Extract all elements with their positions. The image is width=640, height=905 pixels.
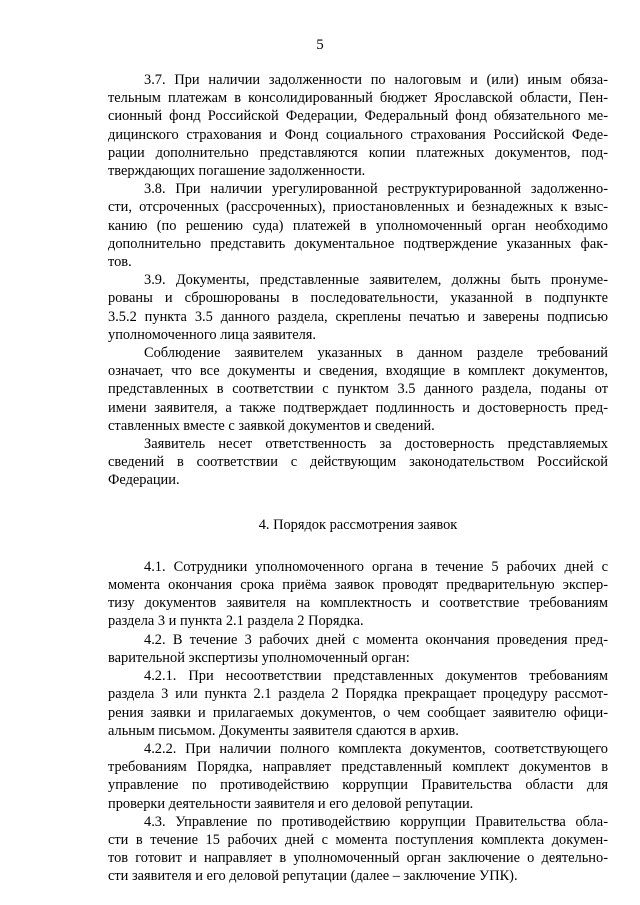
- text-line: канию (по решению суда) платежей в уполномоченный орган необходимо: [108, 217, 608, 234]
- text-line: сти заявителя и его деловой репутации (далее – заключение УПК).: [108, 868, 518, 885]
- text-line: дицинского страхования и Фонд социального страхования Российской Феде-: [108, 126, 608, 143]
- text-line: уполномоченного лица заявителя.: [108, 326, 317, 343]
- text-line: 4.3. Управление по противодействию коррупции Правительства обла-: [144, 813, 608, 830]
- paragraph-p421: [108, 667, 608, 740]
- text-line: сти, отсроченных (рассроченных), приостановленных и безнадежных к взыс-: [108, 199, 608, 216]
- paragraph-p-compliance: [108, 344, 608, 435]
- text-line: рения заявки и прилагаемых документов, о чем сообщает заявителю офици-: [108, 704, 608, 721]
- text-line: тов.: [108, 254, 132, 271]
- text-line: раздела 3 или пункта 2.1 раздела 2 Порядка прекращает процедуру рассмот-: [108, 686, 608, 703]
- text-line: имени заявителя, а также подтверждает подлинность и достоверность пред-: [108, 399, 608, 416]
- text-line: тизу документов заявителя на комплектность и соответствие требованиям: [108, 595, 608, 612]
- text-line: альным письмом. Документы заявителя сдаются в архив.: [108, 722, 459, 739]
- text-line: 4.2.1. При несоответствии представленных документов требованиям: [144, 668, 608, 685]
- text-line: 3.7. При наличии задолженности по налоговым и (или) иным обяза-: [144, 72, 608, 88]
- text-line: управление по противодействию коррупции Правительства области для: [108, 777, 608, 794]
- text-line: тверждающих погашение задолженности.: [108, 163, 366, 180]
- text-line: означает, что все документы и сведения, входящие в комплект документов,: [108, 363, 608, 380]
- text-line: требованиям Порядка, направляет представленный комплект документов в: [108, 759, 608, 776]
- text-line: Соблюдение заявителем указанных в данном разделе требований: [144, 345, 608, 362]
- text-line: 3.8. При наличии урегулированной реструктурированной задолженно-: [144, 181, 608, 198]
- paragraph-p-responsibility: [108, 435, 608, 490]
- text-line: сти в течение 15 рабочих дней с момента поступления комплекта докумен-: [108, 831, 608, 848]
- text-line: 3.9. Документы, представленные заявителем, должны быть пронуме-: [144, 272, 608, 289]
- paragraph-p422: [108, 740, 608, 813]
- paragraph-p43: [108, 813, 608, 886]
- text-line: 4.1. Сотрудники уполномоченного органа в течение 5 рабочих дней с: [144, 558, 608, 575]
- text-line: 4.2. В течение 3 рабочих дней с момента окончания проведения пред-: [144, 631, 608, 648]
- text-line: проверки деятельности заявителя и его деловой репутации.: [108, 795, 474, 812]
- paragraph-p41: [108, 558, 608, 631]
- text-line: рованы и сброшюрованы в последовательности, указанной в подпункте: [108, 290, 608, 307]
- text-line: варительной экспертизы уполномоченный орган:: [108, 649, 410, 666]
- document-body: [108, 71, 608, 886]
- text-line: Заявитель несет ответственность за достоверность представляемых: [144, 436, 608, 453]
- text-line: дополнительно представить документальное подтверждение указанных фак-: [108, 235, 608, 252]
- text-line: рации дополнительно представляются копии платежных документов, под-: [108, 144, 608, 161]
- text-line: 4.2.2. При наличии полного комплекта документов, соответствующего: [144, 740, 608, 757]
- page-number: 5: [316, 37, 324, 53]
- text-line: сведений в соответствии с действующим законодательством Российской: [108, 454, 608, 471]
- paragraph-p38: [108, 180, 608, 271]
- text-line: представленных в соответствии с пунктом 3.5 данного раздела, поданы от: [108, 381, 608, 398]
- text-line: момента окончания срока приёма заявок проводят предварительную экспер-: [108, 577, 608, 594]
- paragraph-p37: [108, 71, 608, 180]
- paragraph-p39: [108, 271, 608, 344]
- text-line: 3.5.2 пункта 3.5 данного раздела, скреплены печатью и заверены подписью: [108, 308, 608, 325]
- section-heading: 4. Порядок рассмотрения заявок: [258, 516, 458, 533]
- text-line: раздела 3 и пункта 2.1 раздела 2 Порядка.: [108, 613, 364, 630]
- text-line: тов готовит и направляет в уполномоченный орган заключение о деятельно-: [108, 850, 608, 867]
- text-line: тельным платежам в консолидированный бюджет Ярославской области, Пен-: [108, 90, 608, 107]
- text-line: сионный фонд Российской Федерации, Федеральный фонд обязательного ме-: [108, 108, 608, 125]
- paragraphs-after-heading: [108, 558, 608, 886]
- paragraph-p42: [108, 631, 608, 667]
- paragraphs-before-heading: [108, 71, 608, 490]
- text-line: ставленных вместе с заявкой документов и сведений.: [108, 417, 435, 434]
- text-line: Федерации.: [108, 472, 180, 489]
